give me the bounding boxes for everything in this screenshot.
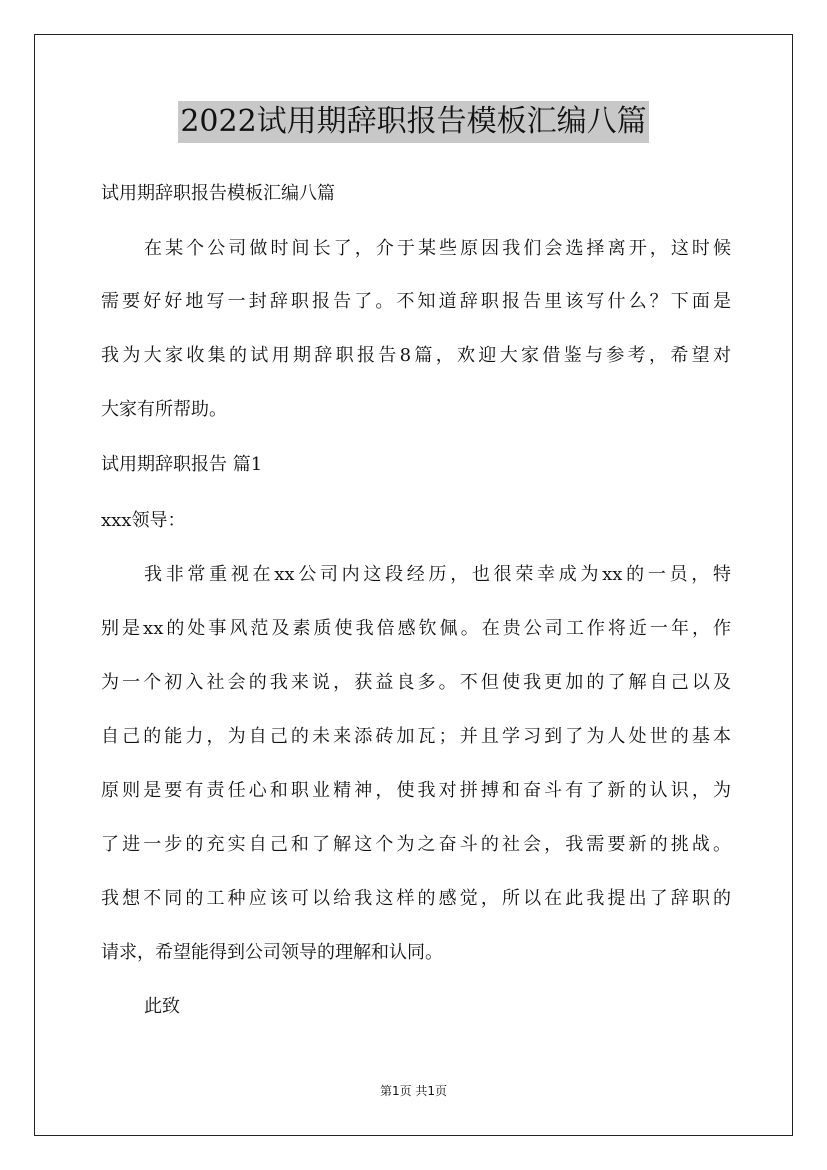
body-line-3: 为一个初入社会的我来说，获益良多。不但使我更加的了解自己以及 <box>101 672 731 693</box>
closing-text: 此致 <box>144 996 180 1017</box>
body-line-8: 请求，希望能得到公司领导的理解和认同。 <box>101 942 443 963</box>
page-number: 第1页 共1页 <box>379 1084 448 1098</box>
body-line-2: 别是xx的处事风范及素质使我倍感钦佩。在贵公司工作将近一年，作 <box>101 618 731 639</box>
body-line-6: 了进一步的充实自己和了解这个为之奋斗的社会，我需要新的挑战。 <box>101 834 731 855</box>
document-subtitle: 试用期辞职报告模板汇编八篇 <box>101 183 335 204</box>
body-line-1: 我非常重视在xx公司内这段经历，也很荣幸成为xx的一员，特 <box>144 564 731 585</box>
document-title: 2022试用期辞职报告模板汇编八篇 <box>178 101 648 143</box>
intro-line-4: 大家有所帮助。 <box>101 399 227 420</box>
intro-line-2: 需要好好地写一封辞职报告了。不知道辞职报告里该写什么？下面是 <box>101 291 731 312</box>
intro-line-1: 在某个公司做时间长了，介于某些原因我们会选择离开，这时候 <box>144 238 731 259</box>
body-line-7: 我想不同的工种应该可以给我这样的感觉，所以在此我提出了辞职的 <box>101 888 731 909</box>
body-line-4: 自己的能力，为自己的未来添砖加瓦；并且学习到了为人处世的基本 <box>101 726 731 747</box>
body-line-5: 原则是要有责任心和职业精神，使我对拼搏和奋斗有了新的认识，为 <box>101 780 731 801</box>
title-container <box>0 101 827 143</box>
salutation: xxx领导： <box>101 510 186 531</box>
section-heading: 试用期辞职报告 篇1 <box>101 454 263 475</box>
intro-line-3: 我为大家收集的试用期辞职报告8篇，欢迎大家借鉴与参考，希望对 <box>101 345 731 366</box>
